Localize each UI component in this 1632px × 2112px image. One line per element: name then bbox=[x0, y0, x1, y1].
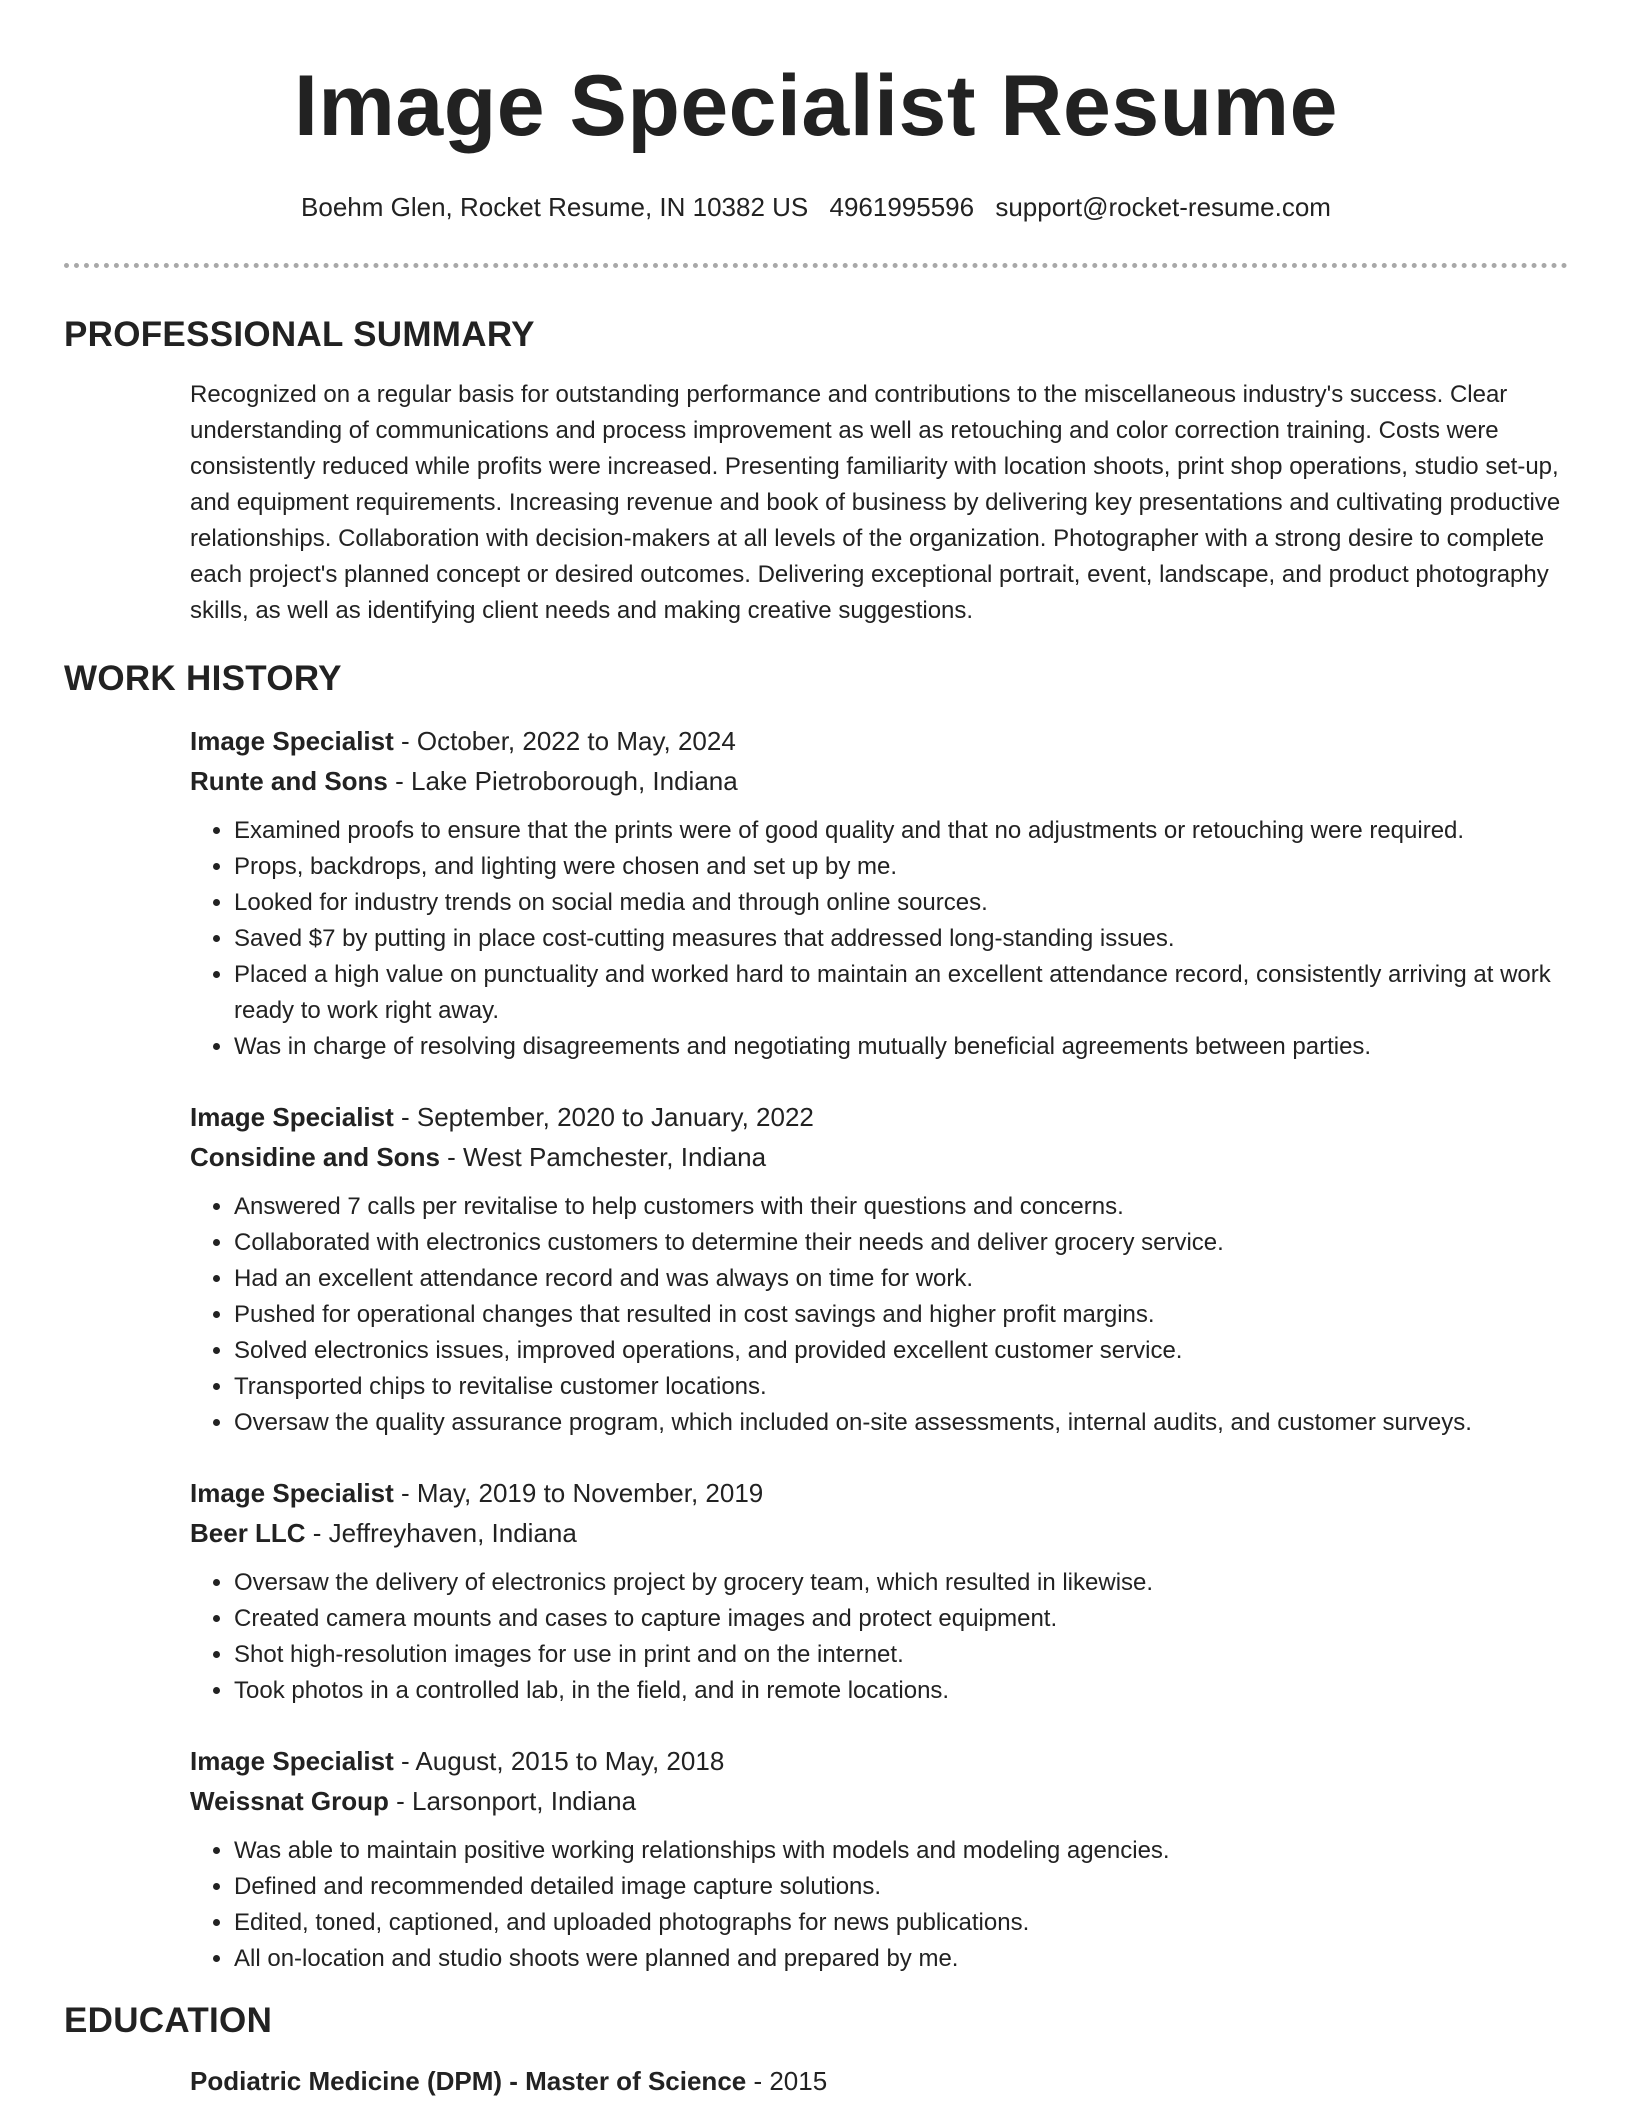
job-bullets bbox=[190, 1565, 1568, 1709]
resume-page bbox=[64, 0, 1568, 2101]
job-bullet: • Collaborated with electronics customers to determine their needs and deliver grocery service. bbox=[234, 1225, 1568, 1261]
job-role: Image Specialist bbox=[190, 1746, 394, 1776]
job-bullet: • Took photos in a controlled lab, in the field, and in remote locations. bbox=[234, 1673, 1568, 1709]
education-heading: EDUCATION bbox=[64, 2001, 273, 2040]
job-company-line bbox=[190, 761, 1568, 801]
job-entry bbox=[190, 1473, 1568, 1709]
job-bullet: • Transported chips to revitalise customer locations. bbox=[234, 1369, 1568, 1405]
education-line bbox=[190, 2061, 1568, 2101]
contact-phone: 4961995596 bbox=[829, 192, 975, 222]
job-company-line bbox=[190, 1137, 1568, 1177]
resume-title: Image Specialist Resume bbox=[294, 58, 1338, 154]
job-company: Runte and Sons bbox=[190, 766, 388, 796]
job-entry bbox=[190, 721, 1568, 1065]
job-bullet: • All on-location and studio shoots were planned and prepared by me. bbox=[234, 1941, 1568, 1977]
job-bullet: • Was in charge of resolving disagreements and negotiating mutually beneficial agreements between parties. bbox=[234, 1029, 1568, 1065]
job-bullet: • Oversaw the delivery of electronics project by grocery team, which resulted in likewise. bbox=[234, 1565, 1568, 1601]
job-bullets bbox=[190, 1189, 1568, 1441]
job-bullet: • Placed a high value on punctuality and worked hard to maintain an excellent attendance record, consistently arriving at work ready to work right away. bbox=[234, 957, 1568, 1029]
job-bullet: • Shot high-resolution images for use in print and on the internet. bbox=[234, 1637, 1568, 1673]
contact-address: Boehm Glen, Rocket Resume, IN 10382 US bbox=[301, 192, 809, 222]
job-location: - West Pamchester, Indiana bbox=[439, 1142, 767, 1172]
work-history-heading: WORK HISTORY bbox=[64, 659, 342, 698]
job-company: Weissnat Group bbox=[190, 1786, 389, 1816]
job-location: - Lake Pietroborough, Indiana bbox=[387, 766, 738, 796]
job-location: - Jeffreyhaven, Indiana bbox=[305, 1518, 577, 1548]
job-role-line bbox=[190, 1473, 1568, 1513]
job-entry bbox=[190, 1097, 1568, 1441]
job-bullet: • Examined proofs to ensure that the prints were of good quality and that no adjustments or retouching were required. bbox=[234, 813, 1568, 849]
job-entry bbox=[190, 1741, 1568, 1977]
job-company: Beer LLC bbox=[190, 1518, 306, 1548]
job-bullets bbox=[190, 813, 1568, 1065]
job-bullet: • Pushed for operational changes that resulted in cost savings and higher profit margins. bbox=[234, 1297, 1568, 1333]
job-bullet: • Was able to maintain positive working relationships with models and modeling agencies. bbox=[234, 1833, 1568, 1869]
job-bullet: • Created camera mounts and cases to capture images and protect equipment. bbox=[234, 1601, 1568, 1637]
job-bullet: • Props, backdrops, and lighting were chosen and set up by me. bbox=[234, 849, 1568, 885]
job-bullet: • Edited, toned, captioned, and uploaded photographs for news publications. bbox=[234, 1905, 1568, 1941]
summary-heading: PROFESSIONAL SUMMARY bbox=[64, 315, 535, 354]
job-dates: - October, 2022 to May, 2024 bbox=[393, 726, 736, 756]
job-dates: - September, 2020 to January, 2022 bbox=[393, 1102, 814, 1132]
job-company-line bbox=[190, 1781, 1568, 1821]
contact-line bbox=[64, 190, 1568, 224]
contact-email: support@rocket-resume.com bbox=[995, 192, 1331, 222]
job-bullet: • Looked for industry trends on social media and through online sources. bbox=[234, 885, 1568, 921]
header-divider bbox=[64, 263, 1568, 268]
job-bullets bbox=[190, 1833, 1568, 1977]
job-bullet: • Solved electronics issues, improved operations, and provided excellent customer service. bbox=[234, 1333, 1568, 1369]
education-entry bbox=[190, 2061, 1568, 2101]
summary-text: Recognized on a regular basis for outstanding performance and contributions to the miscellaneous industry's success. Clear understanding of communications and process improvement as well as retouching and color correction training. Costs were consistently reduced while profits were increased. Presenting familiarity with location shoots, print shop operations, studio set-up, and equipment requirements. Increasing revenue and book of business by delivering key presentations and cultivating productive relationships. Collaboration with decision-makers at all levels of the organization. Photographer with a strong desire to complete each project's planned concept or desired outcomes. Delivering exceptional portrait, event, landscape, and product photography skills, as well as identifying client needs and making creative suggestions. bbox=[190, 381, 1561, 624]
job-bullet: • Answered 7 calls per revitalise to help customers with their questions and concerns. bbox=[234, 1189, 1568, 1225]
job-role-line bbox=[190, 1741, 1568, 1781]
job-bullet: • Saved $7 by putting in place cost-cutting measures that addressed long-standing issues. bbox=[234, 921, 1568, 957]
education-year: - 2015 bbox=[746, 2066, 828, 2096]
job-dates: - August, 2015 to May, 2018 bbox=[393, 1746, 725, 1776]
job-bullet: • Defined and recommended detailed image capture solutions. bbox=[234, 1869, 1568, 1905]
job-bullet: • Had an excellent attendance record and was always on time for work. bbox=[234, 1261, 1568, 1297]
job-company-line bbox=[190, 1513, 1568, 1553]
job-location: - Larsonport, Indiana bbox=[388, 1786, 637, 1816]
job-role-line bbox=[190, 721, 1568, 761]
job-dates: - May, 2019 to November, 2019 bbox=[393, 1478, 764, 1508]
education-degree: Podiatric Medicine (DPM) - Master of Science bbox=[190, 2066, 747, 2096]
job-bullet: • Oversaw the quality assurance program, which included on-site assessments, internal audits, and customer surveys. bbox=[234, 1405, 1568, 1441]
job-role: Image Specialist bbox=[190, 1102, 394, 1132]
job-company: Considine and Sons bbox=[190, 1142, 440, 1172]
job-role-line bbox=[190, 1097, 1568, 1137]
job-role: Image Specialist bbox=[190, 1478, 394, 1508]
job-role: Image Specialist bbox=[190, 726, 394, 756]
